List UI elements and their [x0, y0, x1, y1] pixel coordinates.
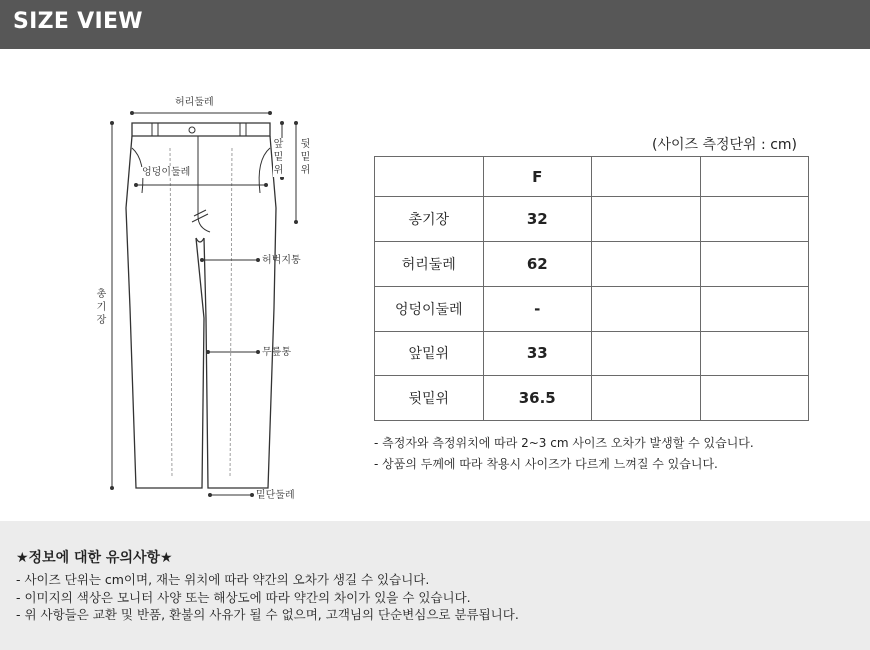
empty-cell — [592, 197, 701, 242]
row-value: 36.5 — [483, 376, 592, 421]
empty-cell — [700, 376, 809, 421]
back-rise-label: 뒷밑위 — [300, 139, 311, 176]
unit-note: (사이즈 측정단위 : cm) — [652, 137, 797, 153]
table-row — [375, 197, 809, 242]
table-header-cell — [592, 157, 701, 197]
note-line: - 측정자와 측정위치에 따라 2~3 cm 사이즈 오차가 발생할 수 있습니다. — [374, 436, 754, 450]
table-header-cell — [700, 157, 809, 197]
row-label: 허리둘레 — [375, 242, 484, 287]
row-value: - — [483, 286, 592, 331]
empty-cell — [700, 286, 809, 331]
info-title: ★정보에 대한 유의사항★ — [16, 550, 173, 566]
empty-cell — [592, 331, 701, 376]
empty-cell — [592, 286, 701, 331]
measurement-notes — [374, 433, 754, 475]
info-lines — [16, 571, 519, 624]
empty-cell — [700, 331, 809, 376]
page-title: SIZE VIEW — [13, 9, 143, 34]
header-bar — [0, 0, 870, 49]
table-header-cell — [375, 157, 484, 197]
info-line: - 이미지의 색상은 모니터 사양 또는 해상도에 따라 약간의 차이가 있을 수 있습니다. — [16, 589, 471, 605]
empty-cell — [700, 197, 809, 242]
pants-diagram — [80, 88, 340, 518]
row-label: 총기장 — [375, 197, 484, 242]
row-value: 32 — [483, 197, 592, 242]
table-header-cell: F — [483, 157, 592, 197]
table-row — [375, 376, 809, 421]
empty-cell — [592, 242, 701, 287]
info-line: - 위 사항들은 교환 및 반품, 환불의 사유가 될 수 없으며, 고객님의 단순변심으로 분류됩니다. — [16, 607, 519, 622]
note-line: - 상품의 두께에 따라 착용시 사이즈가 다르게 느껴질 수 있습니다. — [374, 457, 718, 471]
hip-label: 엉덩이둘레 — [142, 167, 191, 178]
size-table — [374, 156, 809, 421]
row-label: 엉덩이둘레 — [375, 286, 484, 331]
table-header-row — [375, 157, 809, 197]
table-row — [375, 331, 809, 376]
total-length-label: 총기장 — [96, 289, 107, 326]
row-value: 33 — [483, 331, 592, 376]
row-label: 뒷밑위 — [375, 376, 484, 421]
table-row — [375, 286, 809, 331]
info-panel — [0, 521, 870, 650]
knee-label: 무릎통 — [262, 347, 291, 358]
front-rise-label: 앞밑위 — [273, 139, 284, 176]
row-label: 앞밑위 — [375, 331, 484, 376]
empty-cell — [700, 242, 809, 287]
waist-label: 허리둘레 — [175, 97, 214, 108]
info-line: - 사이즈 단위는 cm이며, 재는 위치에 따라 약간의 오차가 생길 수 있습니다. — [16, 572, 430, 587]
thigh-label: 허벅지통 — [262, 255, 301, 266]
hem-label: 밑단둘레 — [256, 490, 295, 501]
empty-cell — [592, 376, 701, 421]
row-value: 62 — [483, 242, 592, 287]
table-row — [375, 242, 809, 287]
